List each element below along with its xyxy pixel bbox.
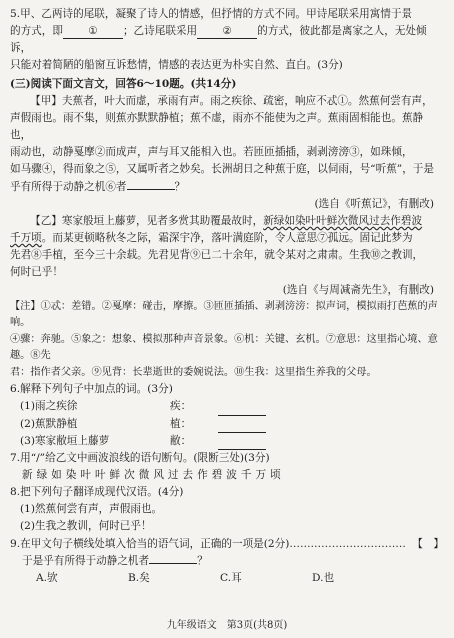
q6-title: 6.解释下列句子中加点的词。(3分) [10, 383, 173, 396]
q8-item-1: (1)然蕉何尝有声，声假雨也。 [20, 503, 163, 516]
q5-blank-1: ① [63, 25, 123, 39]
q6-item-1: (1)雨之疾徐 疾： [10, 398, 444, 415]
q5-line3: 只能对着简陋的船窗互诉愁情，情感的表达更为朴实自然、直白。(3分) [10, 59, 343, 72]
q6-item-2: (2)蕉默静植 植： [10, 416, 444, 433]
q9-sentence: 于是乎有所得于动静之机者 ？ [22, 554, 208, 567]
jia-fill-blank [127, 189, 175, 190]
q9-answer-bracket[interactable]: 【 】 [412, 537, 444, 550]
jia-text-line1: 【甲】夫蕉者，叶大而虚，承雨有声。雨之疾徐、疏密，响应不忒①。然蕉何尝有声， [30, 94, 433, 107]
q8-title: 8.把下列句子翻译成现代汉语。(4分) [10, 486, 184, 499]
yi-text-line4: 何时已乎！ [10, 266, 63, 279]
q8-item-2: (2)生我之教训，何时已乎！ [20, 520, 152, 533]
q9-title: 9.在甲文句子横线处填入恰当的语气词，正确的一项是(2分)…………………………… 【 】 [10, 536, 444, 553]
q6-item-3: (3)寒家敝垣上藤萝 敝： [10, 433, 444, 450]
yi-text-line1: 【乙】寒家般垣上藤萝，见者多赏其助覆最故时，新绿如染叶叶鲜次微风过去作碧波 [30, 214, 423, 227]
q5-line2: 的方式，即 ① ；乙诗尾联采用 ② 的方式，彼此都是离家之人，无处倾诉， [10, 25, 427, 55]
q7-title: 7.用“/”给乙文中画波浪线的语句断句。(限断三处)(3分) [10, 451, 270, 464]
yi-text-line3: 先君⑧手植，至今三十余载。先君见背⑨已二十余年，就令某对之肃肃。生我⑩之教训， [10, 249, 424, 262]
jia-text-line4: 如马骤④，得而象之⑤，又属听者之妙矣。长洲胡日之种蕉于庭，以伺雨，号“听蕉”，于是 [10, 163, 434, 176]
notes-line3: 君：指作者父亲。⑨见背：长辈逝世的委婉说法。⑩生我：这里指生养我的父母。 [10, 366, 377, 378]
section-3-title: (三)阅读下面文言文，回答6～10题。(共14分) [10, 77, 237, 90]
notes-line2: ④骤：奔驰。⑤象之：想象、模拟那种声音景象。⑥机：关键、玄机。⑦意思：这里指心境、意趣。⑧先 [10, 333, 438, 362]
q6-answer-line-2[interactable] [218, 416, 266, 433]
jia-text-line3: 雨动也，动静戛摩②而成声，声与耳又能相入也。若匝匝插插，剥剥滂滂③，如珠倾， [10, 146, 413, 159]
q9-option-b[interactable]: B.矣 [128, 571, 150, 584]
notes-line1: 【注】①忒：差错。②戛摩：碰击，摩擦。③匝匝插插、剥剥滂滂：拟声词，模拟雨打芭蕉的声响。 [10, 300, 438, 329]
q9-fill-blank [149, 563, 197, 564]
yi-wavy-sentence-part1: 新绿如染叶叶鲜次微风过去作碧波 [263, 214, 423, 227]
q9-options [10, 570, 444, 587]
yi-text-line2: 千万顷。而某更顿略秋冬之际，霜深宇净，落叶满庭阶，令人意思⑦孤远。固记此梦为 [10, 232, 413, 245]
jia-text-line5: 乎有所得于动静之机⑥者 ？ [10, 180, 186, 193]
q5-line1: 5.甲、乙两诗的尾联，凝聚了诗人的情感，但抒情的方式不同。甲诗尾联采用寓情于景 [10, 8, 413, 20]
jia-source: (选自《听蕉记》，有删改) [314, 197, 434, 210]
yi-wavy-sentence-part2: 千万顷 [10, 232, 42, 245]
q6-answer-line-1[interactable] [218, 398, 266, 415]
page-footer: 九年级语文 第3页(共8页) [166, 619, 288, 631]
yi-source: (选自《与周减斋先生》，有删改) [282, 283, 434, 296]
q9-option-c[interactable]: C.耳 [220, 571, 242, 584]
q6-answer-line-3[interactable] [218, 433, 266, 450]
q9-option-d[interactable]: D.也 [312, 571, 335, 584]
jia-text-line2: 声假雨也。雨不集，则蕉亦默默静植；蕉不虚，雨亦不能使为之声。蕉雨固相能也。蕉静也， [10, 111, 424, 142]
q7-sentence: 新绿如染叶叶鲜次微风过去作碧波千万顷 [22, 469, 285, 482]
q5-blank-2: ② [197, 25, 257, 39]
q9-option-a[interactable]: A.欤 [36, 571, 58, 584]
